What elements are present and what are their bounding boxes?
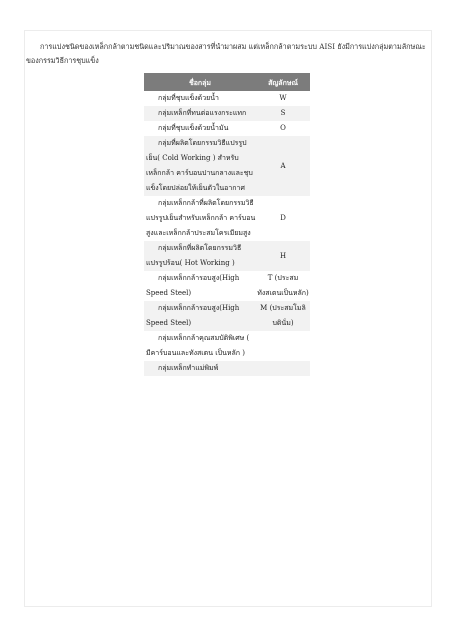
group-symbol: A [256,136,310,196]
group-name: กลุ่มเหล็กกล้ารอบสูง(High Speed Steel) [146,304,240,327]
intro-text: การแบ่งชนิดของเหล็กกล้าตามชนิดและปริมาณของสารที่นำมาผสม แต่เหล็กกล้าตามระบบ AISI ยังมีการแบ่งกลุ่มตามลักษณะของกรรมวิธีการชุบแข็ง [26,42,426,65]
group-symbol: T (ประสมทังสเตนเป็นหลัก) [256,271,310,301]
group-name: กลุ่มเหล็กทำแม่พิมพ์ [158,364,219,372]
table-row [144,91,310,106]
group-name: กลุ่มเหล็กที่ผลิตโดยกรรมวิธีแปรรูปร้อน( Hot Working ) [146,244,242,267]
group-symbol: M (ประสมโมลิบดินั่ม) [256,301,310,331]
table-row [144,106,310,121]
table-row [144,241,310,271]
group-name: กลุ่มที่ผลิตโดยกรรมวิธีแปรรูปเย็น( Cold Working ) สำหรับเหล็กกล้า คาร์บอนปานกลางและชุบแข็งโดยปล่อยให้เย็นตัวในอากาศ [146,139,253,192]
group-symbol: W [256,91,310,106]
intro-paragraph [26,40,430,68]
group-symbol [256,361,310,376]
group-name: กลุ่มเหล็กกล้ารอบสูง(High Speed Steel) [146,274,240,297]
group-name: กลุ่มเหล็กกล้าที่ผลิตโดยกรรมวิธีแปรรูปเย็นสำหรับเหล็กกล้า คาร์บอนสูงและเหล็กกล้าประสมโครเมียมสูง [146,199,256,237]
group-symbol: H [256,241,310,271]
group-name: กลุ่มเหล็กที่ทนต่อแรงกระแทก [158,109,247,117]
steel-group-table [144,73,310,376]
table-row [144,331,310,361]
header-symbol: สัญลักษณ์ [256,73,310,91]
group-name: กลุ่มเหล็กกล้าคุณสมบัติพิเศษ ( มีคาร์บอนและทังสเตน เป็นหลัก ) [146,334,250,357]
table-header-row [144,73,310,91]
group-symbol: D [256,196,310,241]
group-symbol: O [256,121,310,136]
group-name: กลุ่มที่ชุบแข็งด้วยน้ำ [158,94,219,102]
group-symbol: S [256,106,310,121]
header-group-name: ชื่อกลุ่ม [144,73,256,91]
table-row [144,361,310,376]
group-symbol [256,331,310,361]
table-row [144,121,310,136]
table-row [144,136,310,196]
table-row [144,271,310,301]
table-row [144,301,310,331]
table-row [144,196,310,241]
group-name: กลุ่มที่ชุบแข็งด้วยน้ำมัน [158,124,229,132]
